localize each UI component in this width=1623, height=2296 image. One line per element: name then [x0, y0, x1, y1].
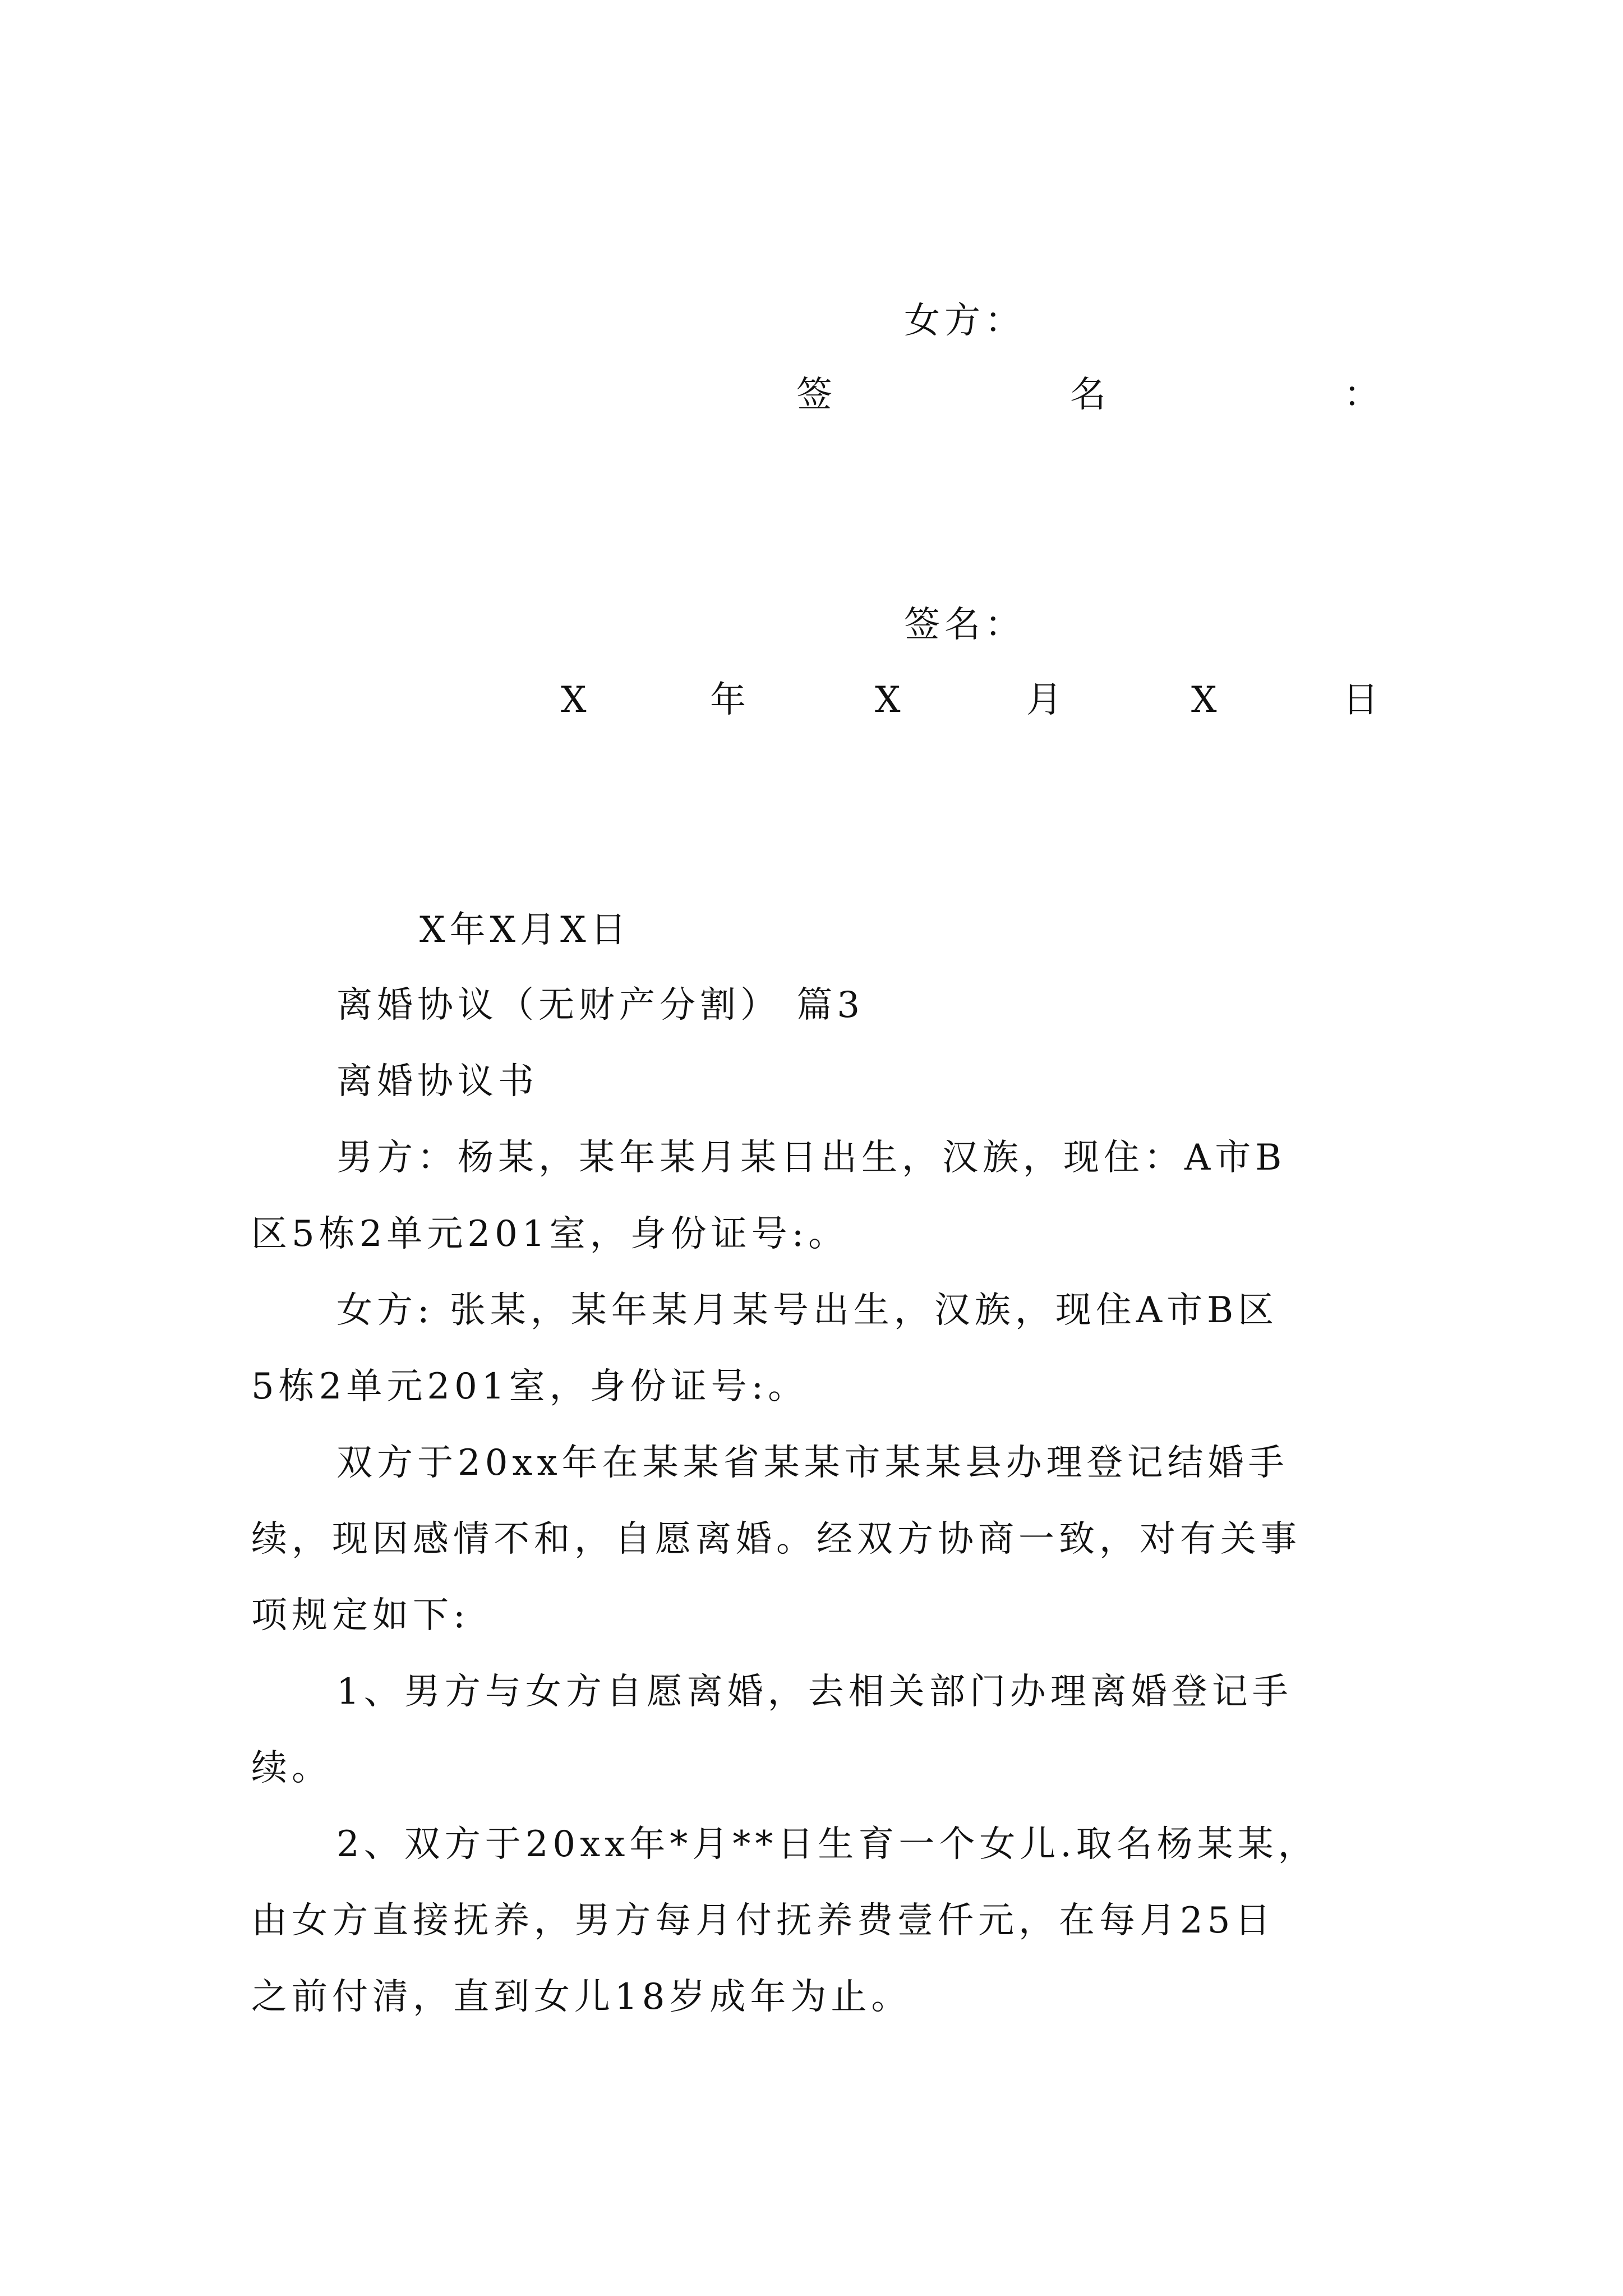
- intro-line-3: 项规定如下:: [251, 1595, 470, 1636]
- item-1-line-1: 1、男方与女方自愿离婚，去相关部门办理离婚登记手: [336, 1671, 1293, 1713]
- female-party-label: 女方：: [904, 300, 1025, 342]
- intro-line-1: 双方于20xx年在某某省某某市某某县办理登记结婚手: [336, 1442, 1289, 1484]
- item-2-line-3: 之前付清，直到女儿18岁成年为止。: [251, 1976, 912, 2018]
- signature-char-name: 名: [1070, 374, 1110, 416]
- date-compact: X年X月X日: [419, 909, 631, 951]
- document-title: 离婚协议书: [336, 1061, 538, 1102]
- date-year-char: 年: [710, 679, 750, 721]
- date-x-day: X: [1191, 679, 1221, 721]
- signature-colon: ：: [1344, 374, 1384, 416]
- male-party-line-1: 男方：杨某，某年某月某日出生，汉族，现住：A市B: [336, 1137, 1287, 1179]
- male-party-line-2: 区5栋2单元201室，身份证号:。: [251, 1213, 849, 1255]
- signature-label: 签名：: [904, 604, 1025, 646]
- date-month-char: 月: [1026, 679, 1067, 721]
- signature-char-sign: 签: [796, 374, 837, 416]
- date-day-char: 日: [1343, 679, 1383, 721]
- item-2-line-1: 2、双方于20xx年*月**日生育一个女儿.取名杨某某，: [336, 1824, 1318, 1865]
- female-party-line-1: 女方: 张某，某年某月某号出生，汉族，现住A市B区: [336, 1290, 1279, 1331]
- date-x-year: X: [561, 679, 591, 721]
- item-2-line-2: 由女方直接抚养，男方每月付抚养费壹仟元，在每月25日: [251, 1900, 1275, 1941]
- section-heading: 离婚协议（无财产分割） 篇3: [336, 984, 865, 1026]
- intro-line-2: 续，现因感情不和，自愿离婚。经双方协商一致，对有关事: [251, 1519, 1301, 1560]
- female-party-line-2: 5栋2单元201室，身份证号:。: [251, 1366, 809, 1407]
- item-1-line-2: 续。: [251, 1747, 332, 1789]
- date-x-month: X: [875, 679, 905, 721]
- date-spaced-line: [0, 679, 1623, 727]
- signature-spaced-line: [0, 374, 1623, 422]
